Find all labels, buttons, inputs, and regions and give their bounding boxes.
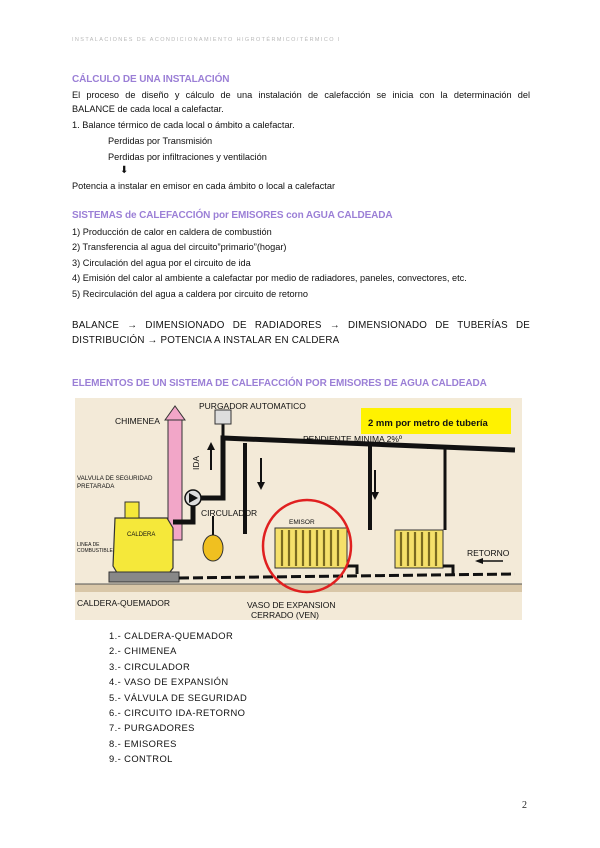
list-item: 3.- CIRCULADOR — [109, 660, 191, 672]
section-title-sistemas: SISTEMAS de CALEFACCIÓN por EMISORES con AGUA CALDEADA — [72, 210, 393, 221]
section-title-calculo: CÁLCULO DE UNA INSTALACIÓN — [72, 74, 230, 85]
down-arrow-icon: ⬇ — [120, 165, 129, 176]
list-item: 2.- CHIMENEA — [109, 645, 177, 657]
list-item: 9.- CONTROL — [109, 753, 173, 765]
system-item: 1) Producción de calor en caldera de combustión — [72, 227, 272, 237]
balance-line-1: BALANCE → DIMENSIONADO DE RADIADORES → DIMENSIONADO DE TUBERÍAS DE — [72, 320, 530, 331]
list-item: 8.- EMISORES — [109, 737, 177, 749]
loss-transmission: Perdidas por Transmisión — [108, 136, 213, 146]
label-chimenea: CHIMENEA — [115, 416, 160, 426]
label-retorno: RETORNO — [467, 548, 510, 558]
step-1: 1. Balance térmico de cada local o ámbito a calefactar. — [72, 120, 295, 130]
list-item: 1.- CALDERA-QUEMADOR — [109, 630, 234, 641]
safety-valve — [125, 502, 139, 518]
list-item: 6.- CIRCUITO IDA-RETORNO — [109, 707, 246, 719]
intro-line-2: BALANCE de cada local a calefactar. — [72, 104, 224, 114]
balance-line-2: DISTRIBUCIÓN → POTENCIA A INSTALAR EN CALDERA — [72, 335, 340, 346]
loss-infiltration: Perdidas por infiltraciones y ventilación — [108, 152, 267, 162]
label-linea-2: COMBUSTIBLE — [77, 548, 113, 554]
elements-list — [109, 628, 247, 767]
label-linea-1: LINEA DE — [77, 542, 100, 548]
label-slope-note: 2 mm por metro de tubería — [368, 418, 488, 429]
label-pendiente: PENDIENTE MINIMA 2%º — [303, 434, 402, 444]
label-valvula-1: VALVULA DE SEGURIDAD — [77, 475, 153, 482]
list-item: 4.- VASO DE EXPANSIÓN — [109, 676, 229, 688]
label-caldera: CALDERA — [127, 532, 156, 538]
expansion-vessel — [203, 535, 223, 561]
intro-line-1: El proceso de diseño y cálculo de una instalación de calefacción se inicia con la determinación del — [72, 90, 530, 100]
boiler — [113, 518, 173, 576]
system-item: 2) Transferencia al agua del circuito”primario”(hogar) — [72, 242, 287, 252]
page-number: 2 — [522, 800, 527, 811]
list-item: 5.- VÁLVULA DE SEGURIDAD — [109, 691, 248, 703]
result-line: Potencia a instalar en emisor en cada ámbito o local a calefactar — [72, 181, 336, 191]
system-item: 3) Circulación del agua por el circuito de ida — [72, 258, 251, 268]
label-emisor: EMISOR — [289, 519, 315, 526]
label-valvula-2: PRETARADA — [77, 483, 115, 490]
system-item: 5) Recirculación del agua a caldera por circuito de retorno — [72, 289, 308, 299]
label-caldera-quemador: CALDERA-QUEMADOR — [77, 598, 171, 608]
label-ida: IDA — [191, 455, 201, 470]
list-item: 7.- PURGADORES — [109, 722, 195, 734]
system-item: 4) Emisión del calor al ambiente a calefactar por medio de radiadores, paneles, convectores, etc. — [72, 273, 467, 283]
label-vaso-1: VASO DE EXPANSION — [247, 600, 336, 610]
label-circulador: CIRCULADOR — [201, 508, 258, 518]
label-purgador: PURGADOR AUTOMATICO — [199, 401, 306, 411]
radiator-1 — [275, 528, 347, 568]
radiator-2 — [395, 530, 443, 568]
section-title-elementos: ELEMENTOS DE UN SISTEMA DE CALEFACCIÓN POR EMISORES DE AGUA CALDEADA — [72, 378, 487, 389]
burner-base — [109, 572, 179, 582]
running-header: INSTALACIONES DE ACONDICIONAMIENTO HIGROTÉRMICO/TÉRMICO I — [72, 37, 341, 43]
air-purger — [215, 410, 231, 424]
heating-system-diagram — [75, 398, 522, 620]
label-vaso-2: CERRADO (VEN) — [251, 610, 320, 620]
